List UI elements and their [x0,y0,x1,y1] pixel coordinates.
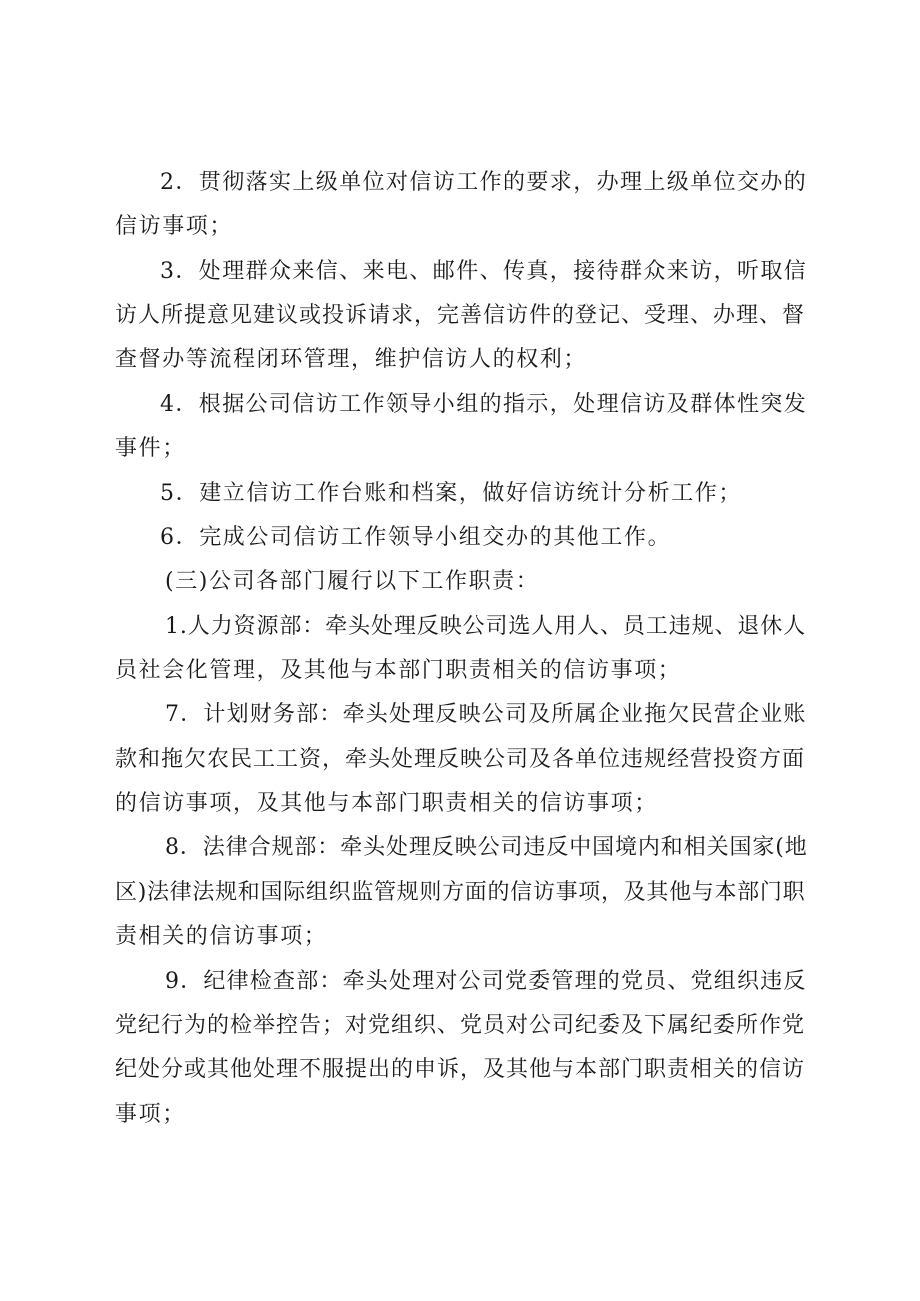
text-line: 的信访事项，及其他与本部门职责相关的信访事项； [115,791,658,816]
text-line: 2．贯彻落实上级单位对信访工作的要求，办理上级单位交办的 [160,170,808,195]
text-line: 8．法律合规部：牵头处理反映公司违反中国境内和相关国家(地 [165,835,808,860]
text-line: 事件； [115,436,186,461]
text-line: 责相关的信访事项； [115,924,328,949]
text-line: 3．处理群众来信、来电、邮件、传真，接待群众来访，听取信 [160,259,808,284]
text-line: 区)法律法规和国际组织监管规则方面的信访事项，及其他与本部门职 [115,880,806,905]
text-line: 4．根据公司信访工作领导小组的指示，处理信访及群体性突发 [160,392,808,417]
text-line: 9．纪律检查部：牵头处理对公司党委管理的党员、党组织违反 [165,969,807,994]
text-line: 5．建立信访工作台账和档案，做好信访统计分析工作； [160,481,742,506]
section-heading: (三)公司各部门履行以下工作职责： [165,569,540,594]
text-line: 6．完成公司信访工作领导小组交办的其他工作。 [160,525,672,550]
text-line: 事项； [115,1102,186,1127]
text-line: 1.人力资源部：牵头处理反映公司选人用人、员工违规、退休人 [165,614,807,639]
text-line: 7．计划财务部：牵头处理反映公司及所属企业拖欠民营企业账 [165,702,807,727]
text-line: 查督办等流程闭环管理，维护信访人的权利； [115,347,588,372]
text-line: 访人所提意见建议或投诉请求，完善信访件的登记、受理、办理、督 [115,303,806,328]
text-line: 纪处分或其他处理不服提出的申诉，及其他与本部门职责相关的信访 [115,1057,806,1082]
text-line: 党纪行为的检举控告；对党组织、党员对公司纪委及下属纪委所作党 [115,1013,806,1038]
text-line: 员社会化管理，及其他与本部门职责相关的信访事项； [115,658,682,683]
text-line: 款和拖欠农民工工资，牵头处理反映公司及各单位违规经营投资方面 [115,747,806,772]
text-line: 信访事项； [115,214,234,239]
